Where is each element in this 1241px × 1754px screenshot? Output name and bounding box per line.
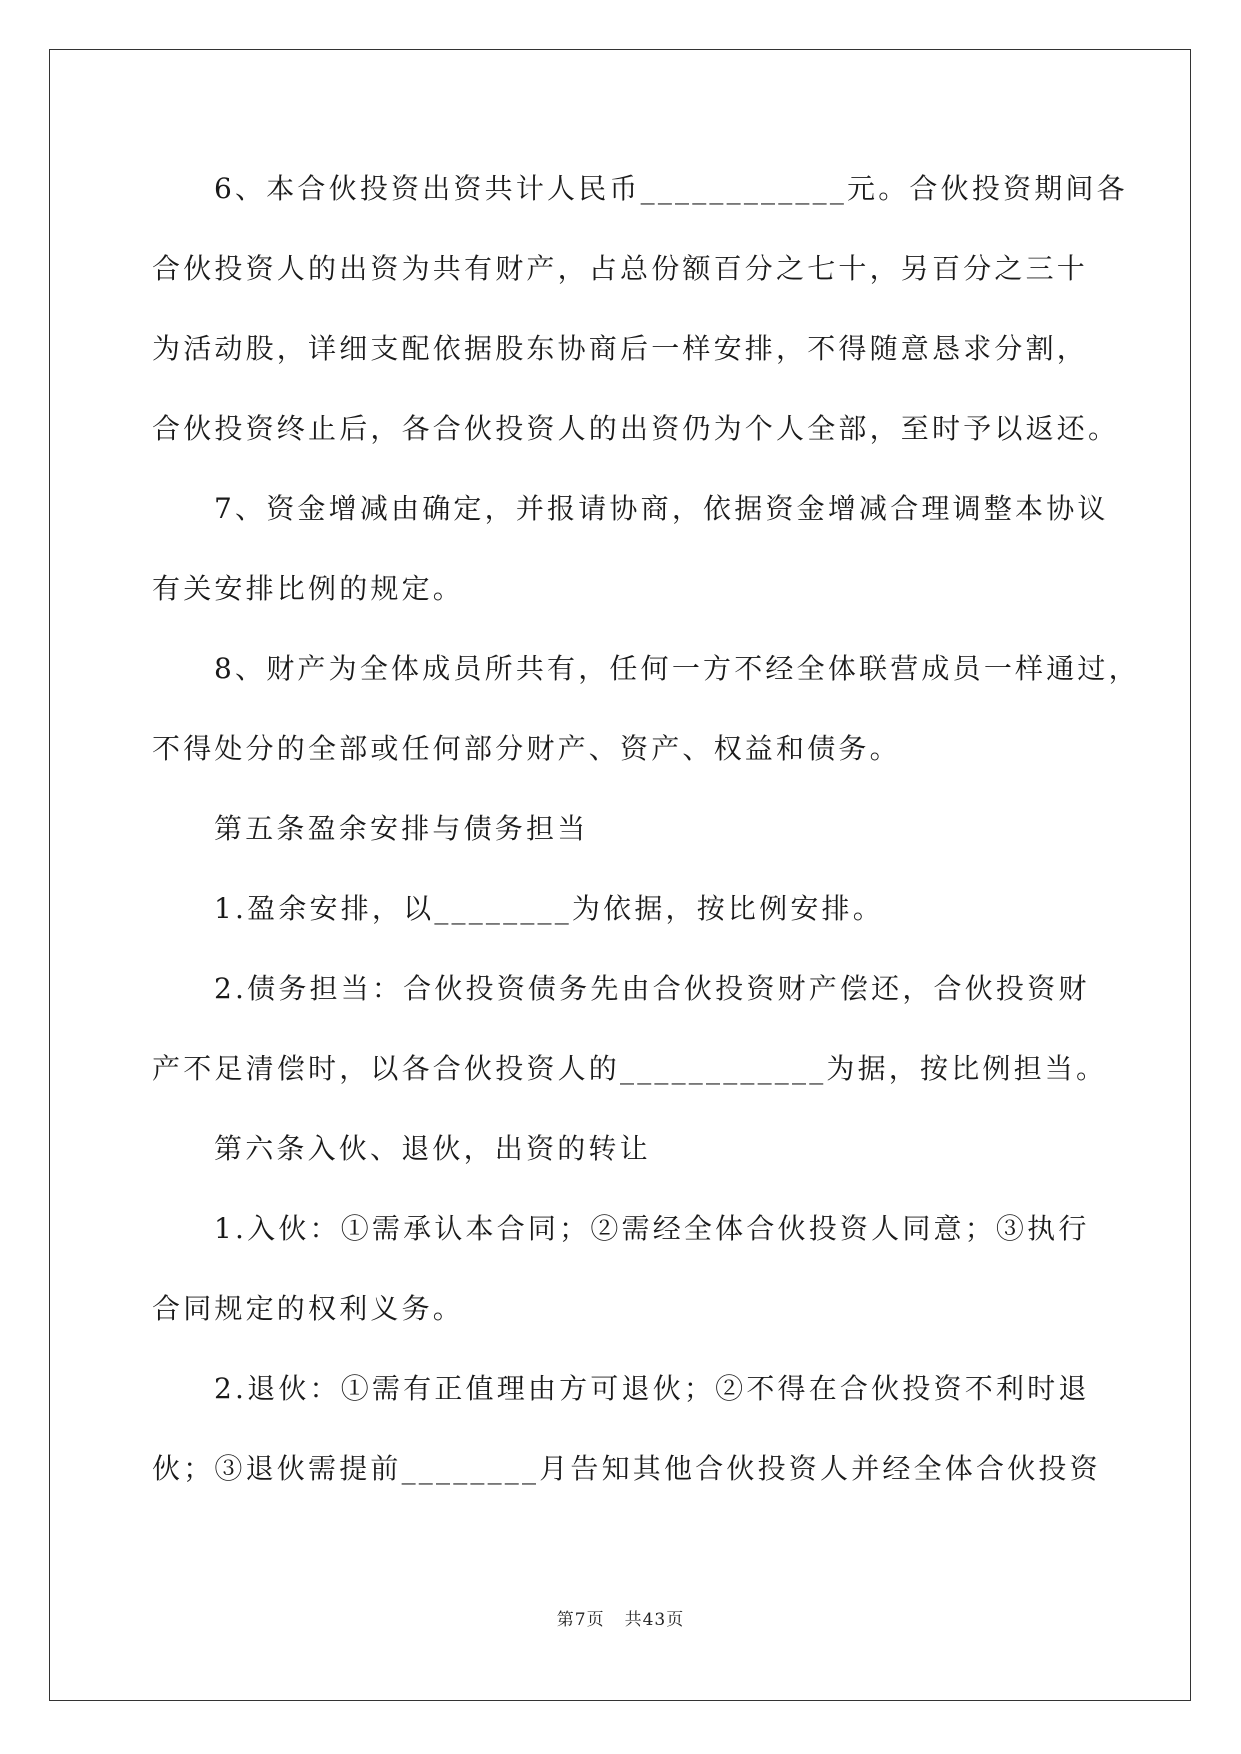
paragraph-line: 2.债务担当：合伙投资债务先由合伙投资财产偿还，合伙投资财 (214, 972, 1090, 1005)
paragraph-line: 产不足清偿时，以各合伙投资人的____________为据，按比例担当。 (152, 1052, 1108, 1085)
page-number: 第7页 (556, 1610, 605, 1630)
paragraph-line: 8、财产为全体成员所共有，任何一方不经全体联营成员一样通过， (214, 652, 1140, 685)
paragraph-line: 合伙投资终止后，各合伙投资人的出资仍为个人全部，至时予以返还。 (152, 412, 1120, 445)
paragraph-line: 有关安排比例的规定。 (152, 572, 465, 605)
paragraph-line: 不得处分的全部或任何部分财产、资产、权益和债务。 (152, 732, 901, 765)
page-footer (0, 1605, 1241, 1630)
section-heading: 第六条入伙、退伙，出资的转让 (214, 1132, 651, 1165)
document-body (152, 164, 1140, 1524)
paragraph-line: 2.退伙：①需有正值理由方可退伙；②不得在合伙投资不利时退 (214, 1372, 1090, 1405)
paragraph-line: 为活动股，详细支配依据股东协商后一样安排，不得随意恳求分割， (152, 332, 1089, 365)
section-heading: 第五条盈余安排与债务担当 (214, 812, 589, 845)
page-total: 共43页 (624, 1610, 685, 1630)
paragraph-line: 合伙投资人的出资为共有财产，占总份额百分之七十，另百分之三十 (152, 252, 1089, 285)
paragraph-line: 合同规定的权利义务。 (152, 1292, 465, 1325)
paragraph-line: 1.入伙：①需承认本合同；②需经全体合伙投资人同意；③执行 (214, 1212, 1090, 1245)
paragraph-line: 1.盈余安排，以________为依据，按比例安排。 (214, 892, 884, 925)
paragraph-line: 7、资金增减由确定，并报请协商，依据资金增减合理调整本协议 (214, 492, 1109, 525)
paragraph-line: 伙；③退伙需提前________月告知其他合伙投资人并经全体合伙投资 (152, 1452, 1101, 1485)
paragraph-line: 6、本合伙投资出资共计人民币____________元。合伙投资期间各 (214, 172, 1128, 205)
